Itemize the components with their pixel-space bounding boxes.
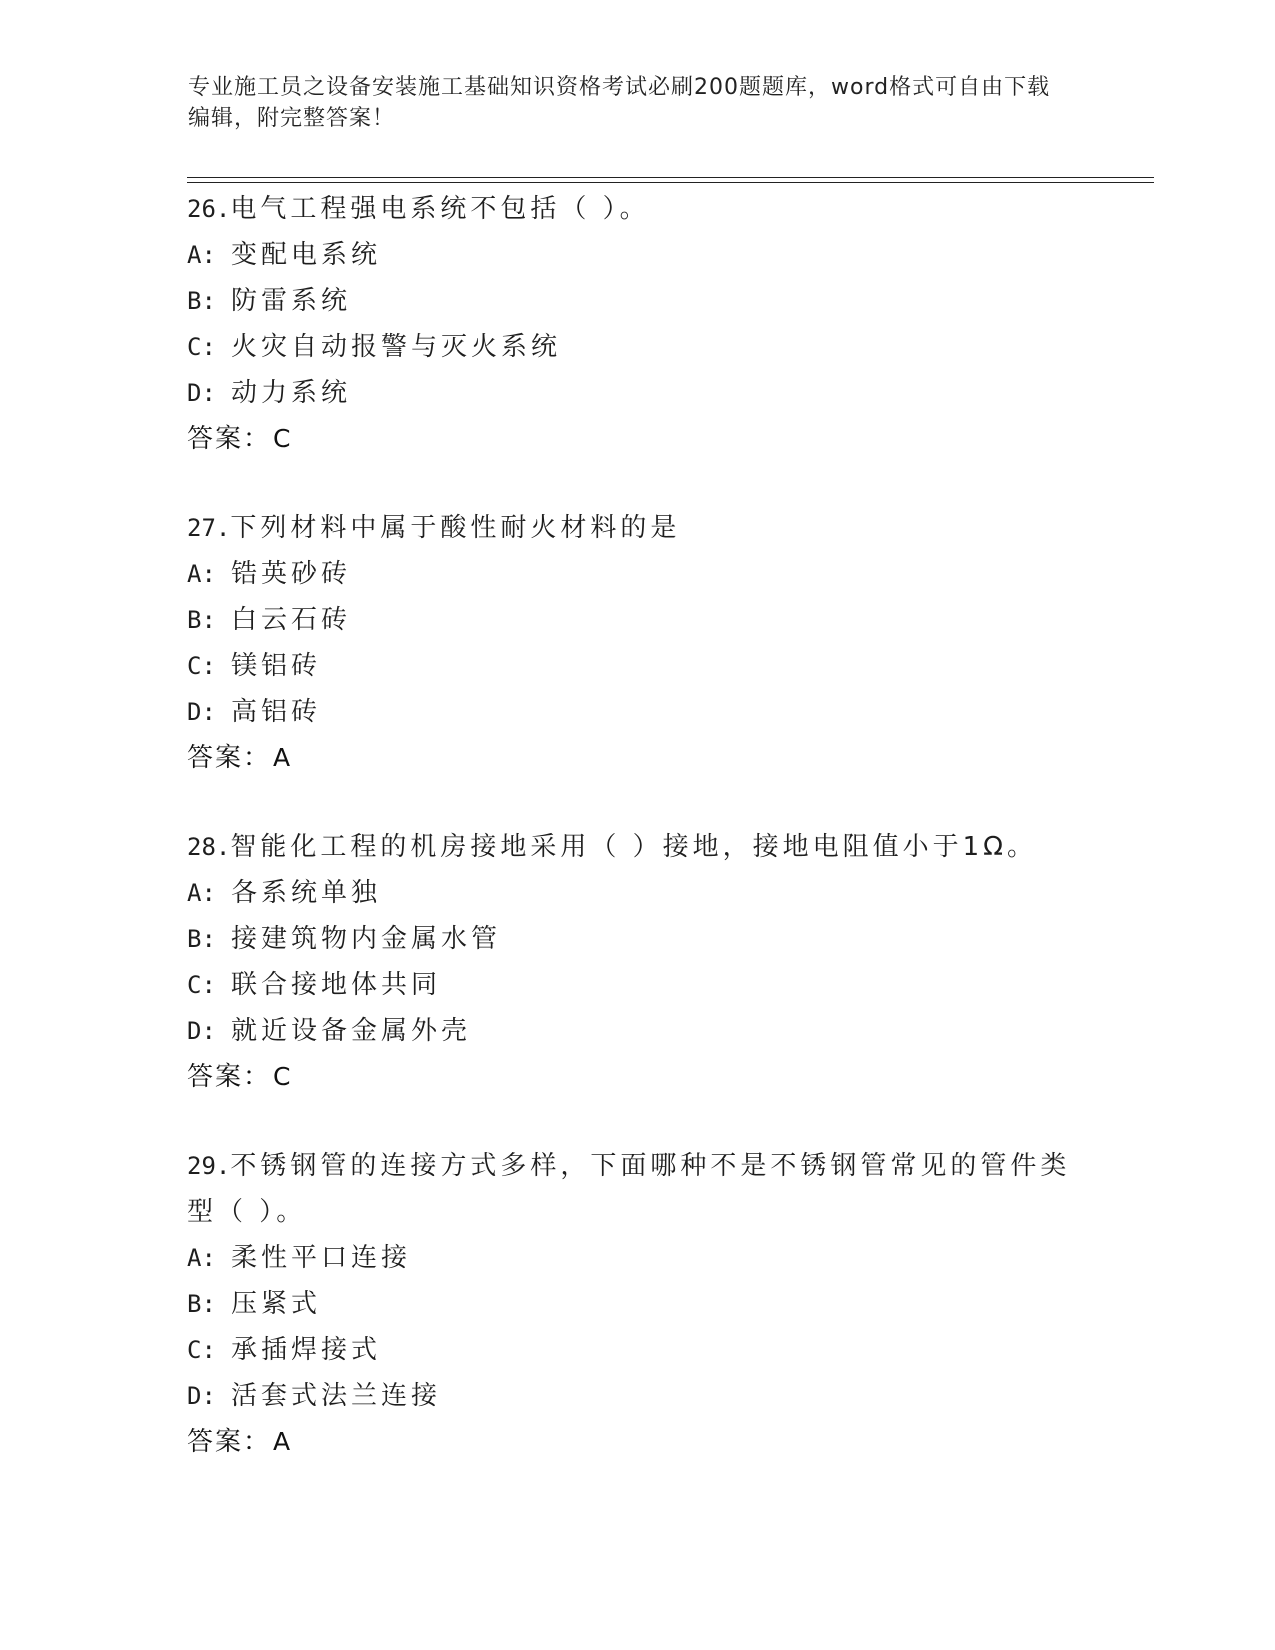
question-stem [187, 186, 1087, 232]
option-text: 锆英砂砖 [231, 559, 352, 589]
option-text: 镁铝砖 [231, 651, 322, 681]
option-key: D: [187, 1382, 216, 1410]
option-key: B: [187, 925, 216, 953]
option-c [187, 324, 1087, 370]
document-header: 专业施工员之设备安装施工基础知识资格考试必刷200题题库，word格式可自由下载编辑，附完整答案！ [188, 75, 1051, 131]
option-c [187, 962, 1087, 1008]
option-text: 白云石砖 [231, 605, 352, 635]
option-key: A: [187, 879, 216, 907]
option-b [187, 1281, 1087, 1327]
option-text: 各系统单独 [231, 878, 382, 908]
question-number: 26. [187, 195, 231, 223]
option-text: 火灾自动报警与灭火系统 [231, 332, 562, 362]
option-key: B: [187, 287, 216, 315]
answer-value: A [273, 743, 291, 772]
option-key: A: [187, 1244, 216, 1272]
answer-line [187, 735, 1087, 781]
question-stem [187, 1143, 1087, 1235]
question-stem [187, 824, 1087, 870]
option-a [187, 232, 1087, 278]
option-c [187, 1327, 1087, 1373]
header-rule-top [187, 177, 1154, 178]
option-c [187, 643, 1087, 689]
option-b [187, 278, 1087, 324]
option-text: 活套式法兰连接 [231, 1381, 442, 1411]
option-text: 承插焊接式 [231, 1335, 382, 1365]
option-text: 动力系统 [231, 378, 352, 408]
option-text: 接建筑物内金属水管 [231, 924, 502, 954]
question-28 [187, 824, 1087, 1100]
option-b [187, 597, 1087, 643]
option-d [187, 370, 1087, 416]
answer-label: 答案： [187, 1427, 272, 1457]
option-key: B: [187, 1290, 216, 1318]
option-text: 压紧式 [231, 1289, 322, 1319]
option-text: 变配电系统 [231, 240, 382, 270]
option-key: C: [187, 333, 216, 361]
option-key: B: [187, 606, 216, 634]
option-a [187, 1235, 1087, 1281]
question-text: 下列材料中属于酸性耐火材料的是 [230, 513, 681, 543]
answer-label: 答案： [187, 743, 272, 773]
question-27 [187, 505, 1087, 781]
option-text: 就近设备金属外壳 [231, 1016, 472, 1046]
question-text: 智能化工程的机房接地采用（ ）接地，接地电阻值小于1Ω。 [230, 832, 1038, 862]
question-stem [187, 505, 1087, 551]
question-29 [187, 1143, 1087, 1465]
option-text: 防雷系统 [231, 286, 352, 316]
answer-label: 答案： [187, 424, 272, 454]
answer-value: A [273, 1427, 291, 1456]
option-key: D: [187, 1017, 216, 1045]
option-key: C: [187, 652, 216, 680]
answer-line [187, 1419, 1087, 1465]
option-d [187, 1008, 1087, 1054]
option-key: A: [187, 560, 216, 588]
option-key: D: [187, 379, 216, 407]
option-key: A: [187, 241, 216, 269]
option-key: C: [187, 1336, 216, 1364]
question-number: 27. [187, 514, 231, 542]
option-a [187, 551, 1087, 597]
header-rule-bottom [187, 182, 1154, 183]
option-a [187, 870, 1087, 916]
answer-line [187, 1054, 1087, 1100]
option-text: 高铝砖 [231, 697, 322, 727]
option-text: 柔性平口连接 [231, 1243, 412, 1273]
option-d [187, 1373, 1087, 1419]
answer-value: C [273, 424, 291, 453]
question-number: 28. [187, 833, 231, 861]
answer-label: 答案： [187, 1062, 272, 1092]
option-d [187, 689, 1087, 735]
question-text: 电气工程强电系统不包括（ ）。 [230, 194, 650, 224]
answer-line [187, 416, 1087, 462]
question-number: 29. [187, 1152, 231, 1180]
question-26 [187, 186, 1087, 462]
question-text: 不锈钢管的连接方式多样，下面哪种不是不锈钢管常见的管件类型（ ）。 [187, 1151, 1071, 1227]
option-key: C: [187, 971, 216, 999]
option-b [187, 916, 1087, 962]
answer-value: C [273, 1062, 291, 1091]
option-text: 联合接地体共同 [231, 970, 442, 1000]
option-key: D: [187, 698, 216, 726]
